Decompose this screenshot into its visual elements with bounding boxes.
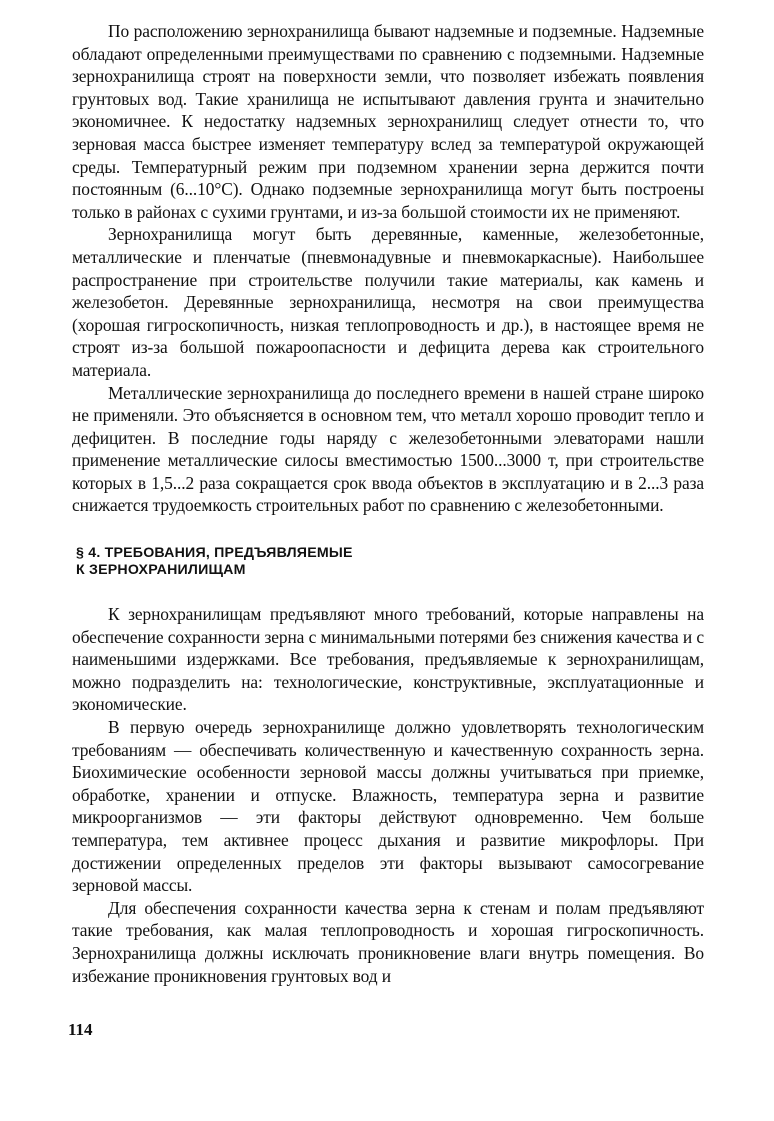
section-heading xyxy=(76,545,704,579)
section-heading-line-1: § 4. ТРЕБОВАНИЯ, ПРЕДЪЯВЛЯЕМЫЕ xyxy=(76,545,353,562)
paragraph-requirements-intro: К зернохранилищам предъявляют много требований, которые направлены на обеспечение сохранности зерна с минимальными потерями без снижения качества и с наименьшими издержками. Все требования, предъявляемые к зернохранилищам, можно подразделить на: технологические, конструктивные, эксплуатационные и экономические. xyxy=(72,604,704,715)
paragraph-location-types: По расположению зернохранилища бывают надземные и подземные. Надземные обладают определенными преимуществами по сравнению с подземными. Надземные зернохранилища строят на поверхности земли, что позволяет избежать появления грунтовых вод. Такие хранилища не испытывают давления грунта и значительно экономичнее. К недостатку надземных зернохранилищ следует отнести то, что зерновая масса быстрее изменяет температуру вслед за температурой окружающей среды. Температурный режим при подземном хранении зерна держится почти постоянным (6...10°С). Однако подземные зернохранилища могут быть построены только в районах с сухими грунтами, и из-за большой стоимости их не применяют. xyxy=(72,21,704,222)
paragraph-walls-floors: Для обеспечения сохранности качества зерна к стенам и полам предъявляют такие требования, как малая теплопроводность и хорошая гигроскопичность. Зернохранилища должны исключать проникновение влаги внутрь помещения. Во избежание проникновения грунтовых вод и xyxy=(72,897,704,986)
paragraph-metal-storage: Металлические зернохранилища до последнего времени в нашей стране широко не применяли. Это объясняется в основном тем, что металл хорошо проводит тепло и дефицитен. В последние годы наряду с железобетонными элеваторами нашли применение металлические силосы вместимостью 1500...3000 т, при строительстве которых в 1,5...2 раза сокращается срок ввода объектов в эксплуатацию и в 2...3 раза снижается трудоемкость строительных работ по сравнению с железобетонными. xyxy=(72,382,704,516)
paragraph-technological-requirements: В первую очередь зернохранилище должно удовлетворять технологическим требованиям — обеспечивать количественную и качественную сохранность зерна. Биохимические особенности зерновой массы должны учитываться при приемке, обработке, хранении и отпуске. Влажность, температура зерна и развитие микроорганизмов — эти факторы действуют одновременно. Чем больше температура, тем активнее процесс дыхания и развитие микрофлоры. При достижении определенных пределов эти факторы вызывают самосогревание зерновой массы. xyxy=(72,717,704,896)
page-number: 114 xyxy=(68,1020,93,1039)
paragraph-materials: Зернохранилища могут быть деревянные, каменные, железобетонные, металлические и пленчатые (пневмонадувные и пневмокаркасные). Наибольшее распространение при строительстве получили такие материалы, как камень и железобетон. Деревянные зернохранилища, несмотря на свои преимущества (хорошая гигроскопичность, низкая теплопроводность и др.), в настоящее время не строят из-за большой пожароопасности и дефицита дерева как строительного материала. xyxy=(72,224,704,380)
page-body xyxy=(72,20,704,987)
section-heading-line-2: К ЗЕРНОХРАНИЛИЩАМ xyxy=(76,562,246,579)
